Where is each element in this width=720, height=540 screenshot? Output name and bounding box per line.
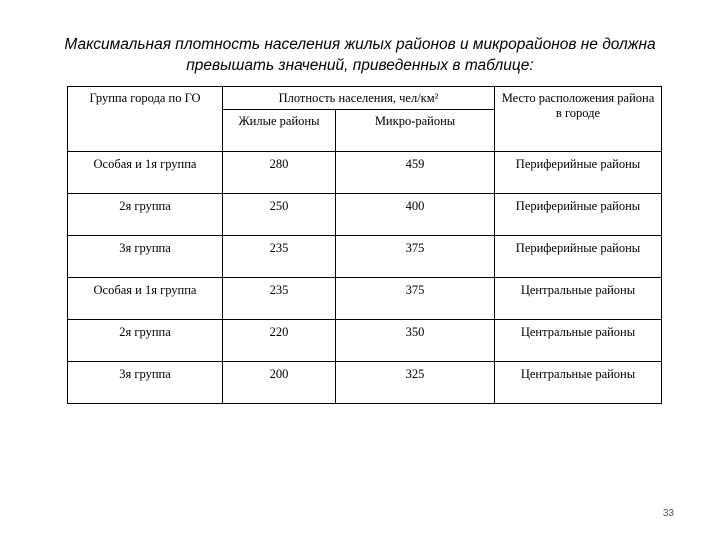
table-row bbox=[68, 362, 662, 404]
page-number: 33 bbox=[662, 508, 674, 519]
header-micro: Микро-районы bbox=[336, 110, 495, 152]
cell-group: 3я группа bbox=[68, 236, 223, 278]
cell-location: Периферийные районы bbox=[495, 236, 662, 278]
table-row bbox=[68, 278, 662, 320]
cell-group: 2я группа bbox=[68, 194, 223, 236]
header-group: Группа города по ГО bbox=[68, 87, 223, 152]
header-density: Плотность населения, чел/км² bbox=[223, 87, 495, 110]
cell-group: Особая и 1я группа bbox=[68, 152, 223, 194]
cell-micro: 375 bbox=[336, 236, 495, 278]
cell-micro: 400 bbox=[336, 194, 495, 236]
cell-location: Центральные районы bbox=[495, 362, 662, 404]
cell-micro: 375 bbox=[336, 278, 495, 320]
density-table bbox=[67, 86, 662, 404]
header-location: Место расположения района в городе bbox=[495, 87, 662, 152]
table-row bbox=[68, 236, 662, 278]
cell-residential: 220 bbox=[223, 320, 336, 362]
header-row bbox=[68, 87, 662, 110]
cell-residential: 280 bbox=[223, 152, 336, 194]
cell-residential: 250 bbox=[223, 194, 336, 236]
cell-residential: 235 bbox=[223, 278, 336, 320]
cell-location: Центральные районы bbox=[495, 320, 662, 362]
table-row bbox=[68, 194, 662, 236]
cell-micro: 459 bbox=[336, 152, 495, 194]
cell-residential: 235 bbox=[223, 236, 336, 278]
table-row bbox=[68, 320, 662, 362]
page-title: Максимальная плотность населения жилых районов и микрорайонов не должна превышать значений, приведенных в таблице: bbox=[64, 36, 656, 74]
cell-location: Периферийные районы bbox=[495, 194, 662, 236]
table-row bbox=[68, 152, 662, 194]
cell-micro: 350 bbox=[336, 320, 495, 362]
cell-group: 2я группа bbox=[68, 320, 223, 362]
cell-group: 3я группа bbox=[68, 362, 223, 404]
cell-micro: 325 bbox=[336, 362, 495, 404]
cell-location: Центральные районы bbox=[495, 278, 662, 320]
cell-residential: 200 bbox=[223, 362, 336, 404]
cell-group: Особая и 1я группа bbox=[68, 278, 223, 320]
cell-location: Периферийные районы bbox=[495, 152, 662, 194]
header-residential: Жилые районы bbox=[223, 110, 336, 152]
